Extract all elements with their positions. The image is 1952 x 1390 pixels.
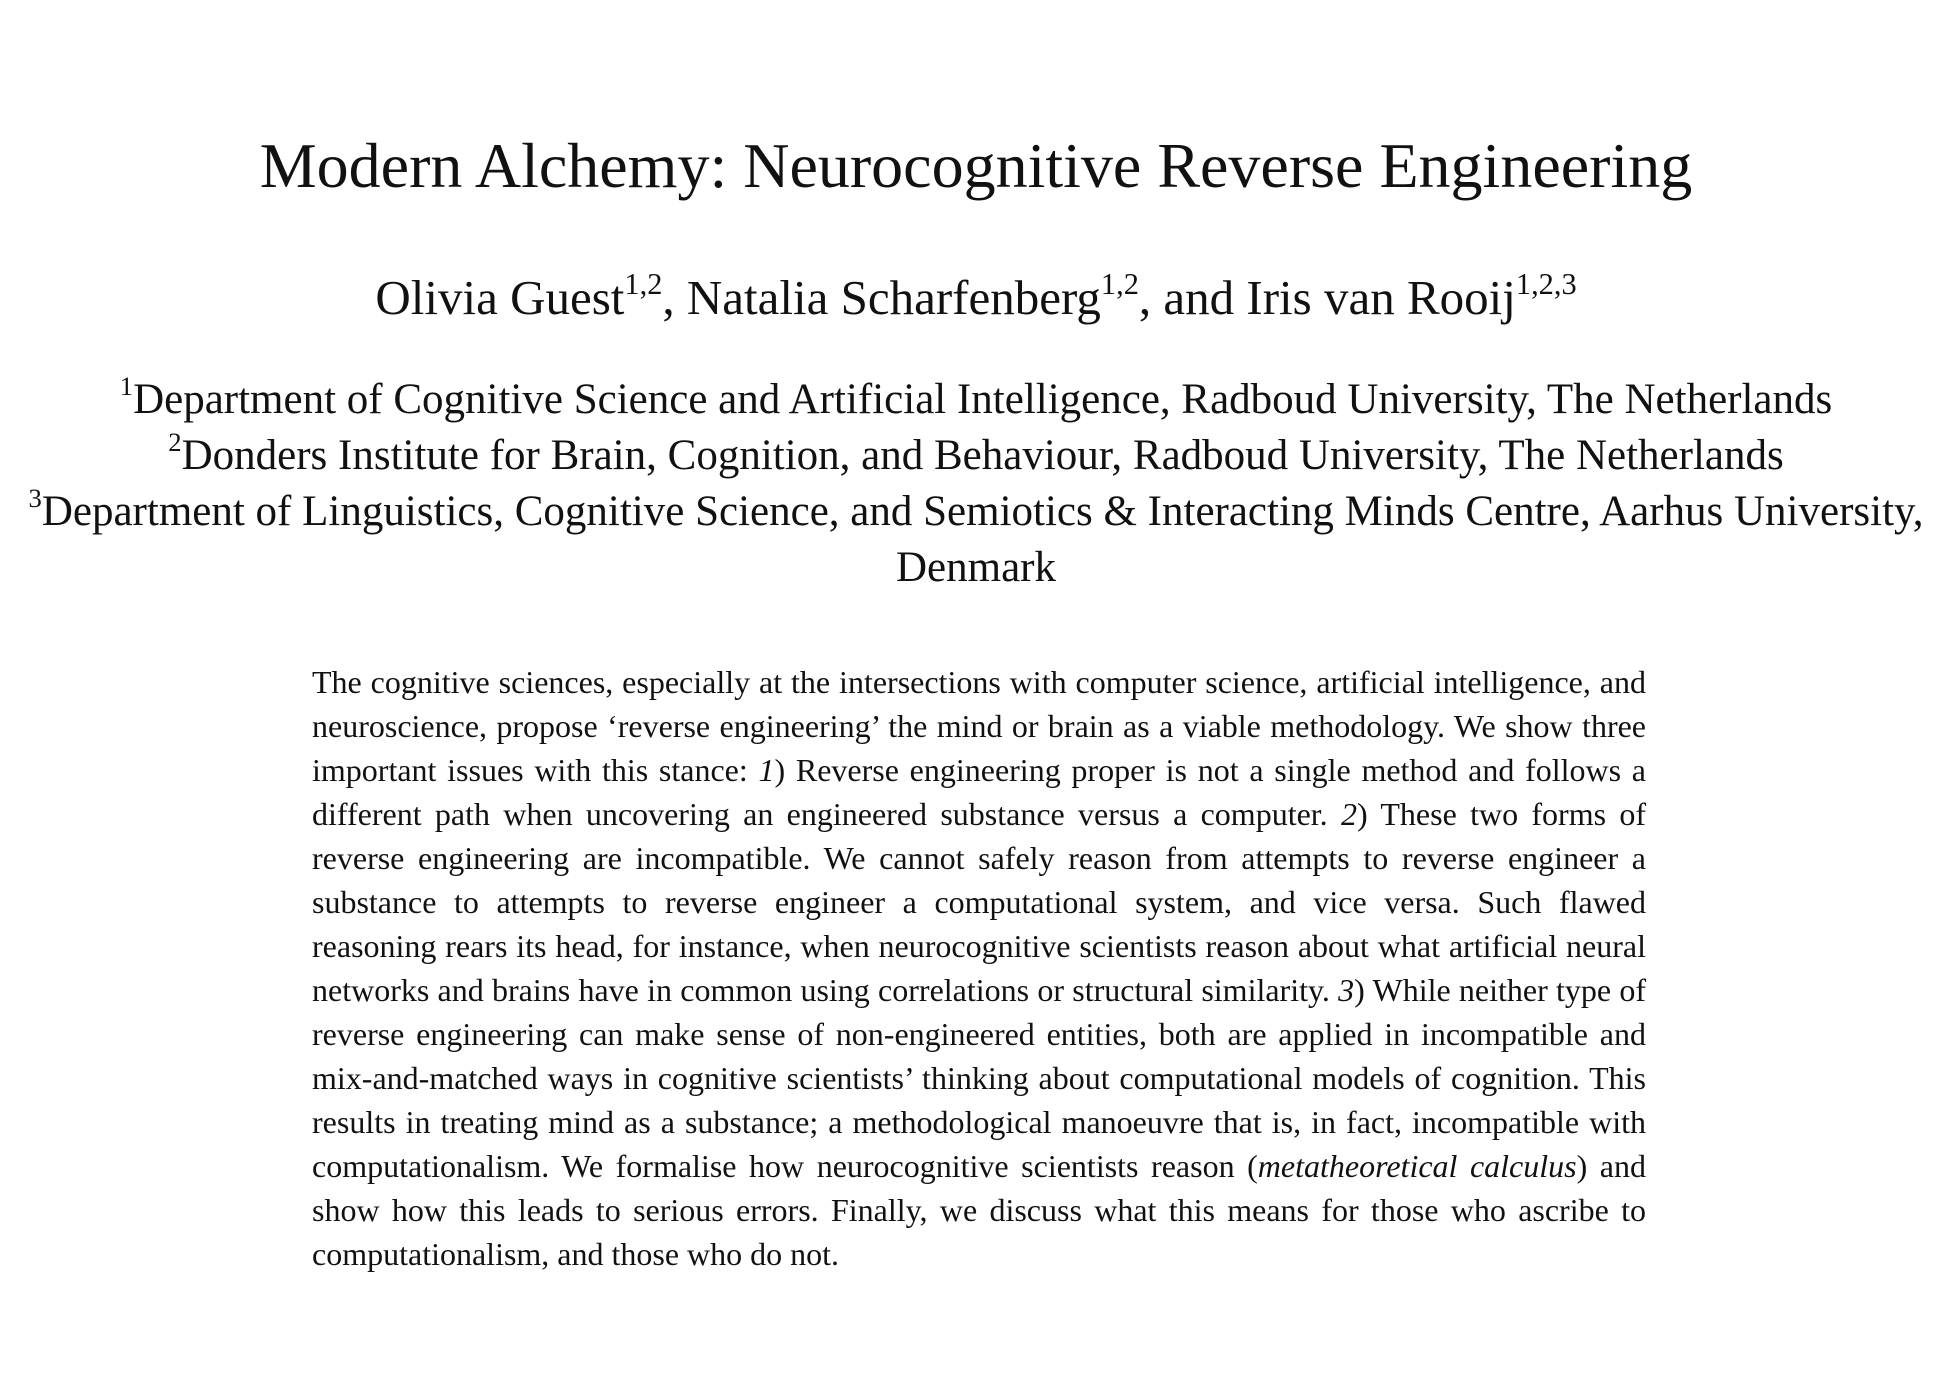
abstract-text: ) While neither type of reverse engineering can make sense of non-engineered entities, both are applied in incompatible and mix-and-matched ways in cognitive scientists’ thinking about computational models of cognition. This results in treating mind as a substance; a methodological manoeuvre that is, in fact, incompatible with computationalism. We formalise how neurocognitive scientists reason ( (312, 972, 1647, 1184)
abstract-text: ) Reverse engineering proper is not a single method and follows a different path when uncovering an engineered substance versus a computer. (312, 752, 1647, 832)
issue-number: 1 (758, 752, 775, 788)
issue-number: 2 (1341, 796, 1357, 832)
author-list (0, 266, 1952, 330)
author-name: Iris van Rooij (1246, 270, 1516, 325)
italic-term: metatheoretical calculus (1257, 1148, 1577, 1184)
author-name: Natalia Scharfenberg (686, 270, 1101, 325)
affiliation-text: Department of Cognitive Science and Artificial Intelligence, Radboud University, The Netherlands (133, 376, 1833, 423)
author-separator: , and (1138, 270, 1247, 325)
abstract-text: ) These two forms of reverse engineering are incompatible. We cannot safely reason from attempts to reverse engineer a substance to attempts to reverse engineer a computational system, and vice versa. Such flawed reasoning rears its head, for instance, when neurocognitive scientists reason about what artificial neural networks and brains have in common using correlations or structural similarity. (312, 796, 1647, 1008)
paper-title: Modern Alchemy: Neurocognitive Reverse Engineering (259, 130, 1693, 201)
affiliation (6, 484, 1946, 596)
abstract-paragraph (312, 660, 1646, 1276)
affiliation (6, 428, 1946, 484)
author-affiliation-marker: 1,2,3 (1515, 266, 1577, 301)
affiliation-text: Donders Institute for Brain, Cognition, and Behaviour, Radboud University, The Netherlands (181, 432, 1784, 479)
abstract (312, 660, 1646, 1276)
affiliation-list (6, 372, 1946, 596)
author-affiliation-marker: 1,2 (1100, 266, 1139, 301)
author-separator: , (662, 270, 687, 325)
affiliation-number: 3 (28, 483, 42, 514)
affiliation-text: Department of Linguistics, Cognitive Science, and Semiotics & Interacting Minds Centre, Aarhus University, Denmark (41, 488, 1924, 591)
author-affiliation-marker: 1,2 (624, 266, 663, 301)
abstract-text: The cognitive sciences, especially at the intersections with computer science, artificial intelligence, and neuroscience, propose ‘reverse engineering’ the mind or brain as a viable methodology. We show three important issues with this stance: (312, 664, 1646, 788)
affiliation-number: 1 (119, 371, 134, 402)
abstract-text: ) and show how this leads to serious errors. Finally, we discuss what this means for those who ascribe to computationalism, and those who do not. (312, 1148, 1647, 1272)
affiliation-number: 2 (168, 427, 182, 458)
issue-number: 3 (1338, 972, 1355, 1008)
author-name: Olivia Guest (375, 270, 625, 325)
affiliation (6, 372, 1946, 428)
